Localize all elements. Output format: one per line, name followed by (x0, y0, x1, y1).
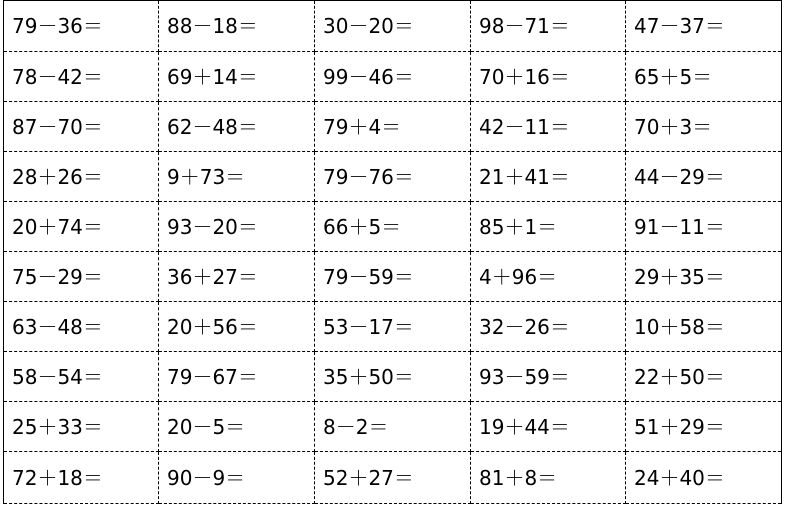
problem-cell: 88－18＝ (159, 1, 315, 52)
problem-cell: 9＋73＝ (159, 152, 315, 202)
problem-cell: 93－20＝ (159, 202, 315, 252)
problem-cell: 91－11＝ (626, 202, 782, 252)
problem-cell: 8－2＝ (315, 402, 471, 452)
problem-cell: 32－26＝ (471, 302, 626, 352)
problem-cell: 24＋40＝ (626, 452, 782, 504)
problem-cell: 79－59＝ (315, 252, 471, 302)
problem-cell: 66＋5＝ (315, 202, 471, 252)
problem-cell: 52＋27＝ (315, 452, 471, 504)
problem-cell: 99－46＝ (315, 52, 471, 102)
arithmetic-grid (3, 0, 782, 504)
problem-cell: 25＋33＝ (4, 402, 159, 452)
problem-cell: 28＋26＝ (4, 152, 159, 202)
problem-row (4, 152, 782, 202)
problem-cell: 44－29＝ (626, 152, 782, 202)
problem-row (4, 102, 782, 152)
problem-row (4, 1, 782, 52)
problem-row (4, 402, 782, 452)
problem-cell: 79＋4＝ (315, 102, 471, 152)
problem-cell: 22＋50＝ (626, 352, 782, 402)
problem-row (4, 452, 782, 504)
problem-cell: 62－48＝ (159, 102, 315, 152)
problem-cell: 79－36＝ (4, 1, 159, 52)
problem-row (4, 302, 782, 352)
problem-cell: 36＋27＝ (159, 252, 315, 302)
problem-row (4, 252, 782, 302)
problem-row (4, 52, 782, 102)
problem-cell: 19＋44＝ (471, 402, 626, 452)
problem-cell: 98－71＝ (471, 1, 626, 52)
problem-cell: 90－9＝ (159, 452, 315, 504)
problem-cell: 79－67＝ (159, 352, 315, 402)
problem-cell: 30－20＝ (315, 1, 471, 52)
problem-cell: 93－59＝ (471, 352, 626, 402)
problem-cell: 47－37＝ (626, 1, 782, 52)
worksheet (3, 0, 781, 513)
problem-cell: 87－70＝ (4, 102, 159, 152)
problem-cell: 21＋41＝ (471, 152, 626, 202)
problem-cell: 20－5＝ (159, 402, 315, 452)
problem-cell: 75－29＝ (4, 252, 159, 302)
problem-cell: 42－11＝ (471, 102, 626, 152)
problem-cell: 35＋50＝ (315, 352, 471, 402)
problem-cell: 58－54＝ (4, 352, 159, 402)
problem-cell: 10＋58＝ (626, 302, 782, 352)
problem-cell: 69＋14＝ (159, 52, 315, 102)
problem-cell: 72＋18＝ (4, 452, 159, 504)
problem-row (4, 352, 782, 402)
problem-cell: 78－42＝ (4, 52, 159, 102)
problem-cell: 70＋16＝ (471, 52, 626, 102)
problem-cell: 53－17＝ (315, 302, 471, 352)
problem-cell: 20＋56＝ (159, 302, 315, 352)
problem-cell: 81＋8＝ (471, 452, 626, 504)
problem-cell: 20＋74＝ (4, 202, 159, 252)
problem-row (4, 202, 782, 252)
problem-cell: 79－76＝ (315, 152, 471, 202)
problem-cell: 63－48＝ (4, 302, 159, 352)
problem-cell: 65＋5＝ (626, 52, 782, 102)
problem-cell: 51＋29＝ (626, 402, 782, 452)
problem-cell: 70＋3＝ (626, 102, 782, 152)
problem-cell: 85＋1＝ (471, 202, 626, 252)
problem-cell: 4＋96＝ (471, 252, 626, 302)
problem-cell: 29＋35＝ (626, 252, 782, 302)
